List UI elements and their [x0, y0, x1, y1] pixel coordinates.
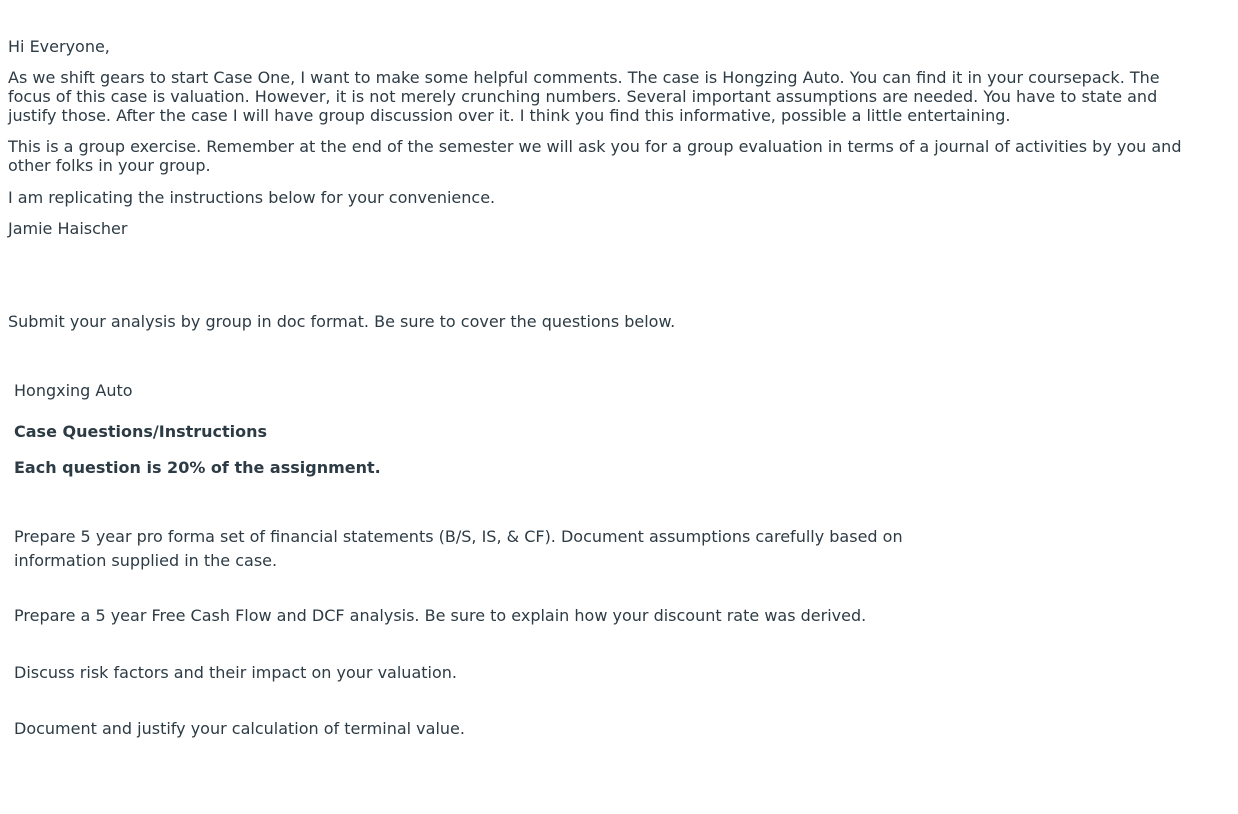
greeting: Hi Everyone,: [8, 37, 110, 56]
intro-paragraph: As we shift gears to start Case One, I want to make some helpful comments. The case is Hongzing Auto. You can find it in your coursepack. The focus of this case is valuation. However, it is not merely crunching numbers. Several important assumptions are needed. You have to state and justify those. After the case I will have group discussion over it. I think you find this informative, possible a little entertaining.: [8, 68, 1160, 125]
group-exercise-paragraph: This is a group exercise. Remember at the end of the semester we will ask you for a group evaluation in terms of a journal of activities by you and other folks in your group.: [8, 137, 1182, 175]
signature: Jamie Haischer: [8, 219, 128, 238]
case-title: Hongxing Auto: [14, 381, 133, 400]
submit-note: Submit your analysis by group in doc format. Be sure to cover the questions below.: [8, 312, 676, 331]
weight-note: Each question is 20% of the assignment.: [14, 458, 381, 477]
instructions-heading: Case Questions/Instructions: [14, 422, 268, 441]
question-4: Document and justify your calculation of terminal value.: [14, 719, 465, 738]
question-3: Discuss risk factors and their impact on your valuation.: [14, 663, 457, 682]
question-1: Prepare 5 year pro forma set of financial statements (B/S, IS, & CF). Document assumptions carefully based on information supplied in the case.: [14, 527, 903, 570]
replicating-note: I am replicating the instructions below for your convenience.: [8, 188, 496, 207]
question-2: Prepare a 5 year Free Cash Flow and DCF analysis. Be sure to explain how your discount rate was derived.: [14, 606, 867, 625]
